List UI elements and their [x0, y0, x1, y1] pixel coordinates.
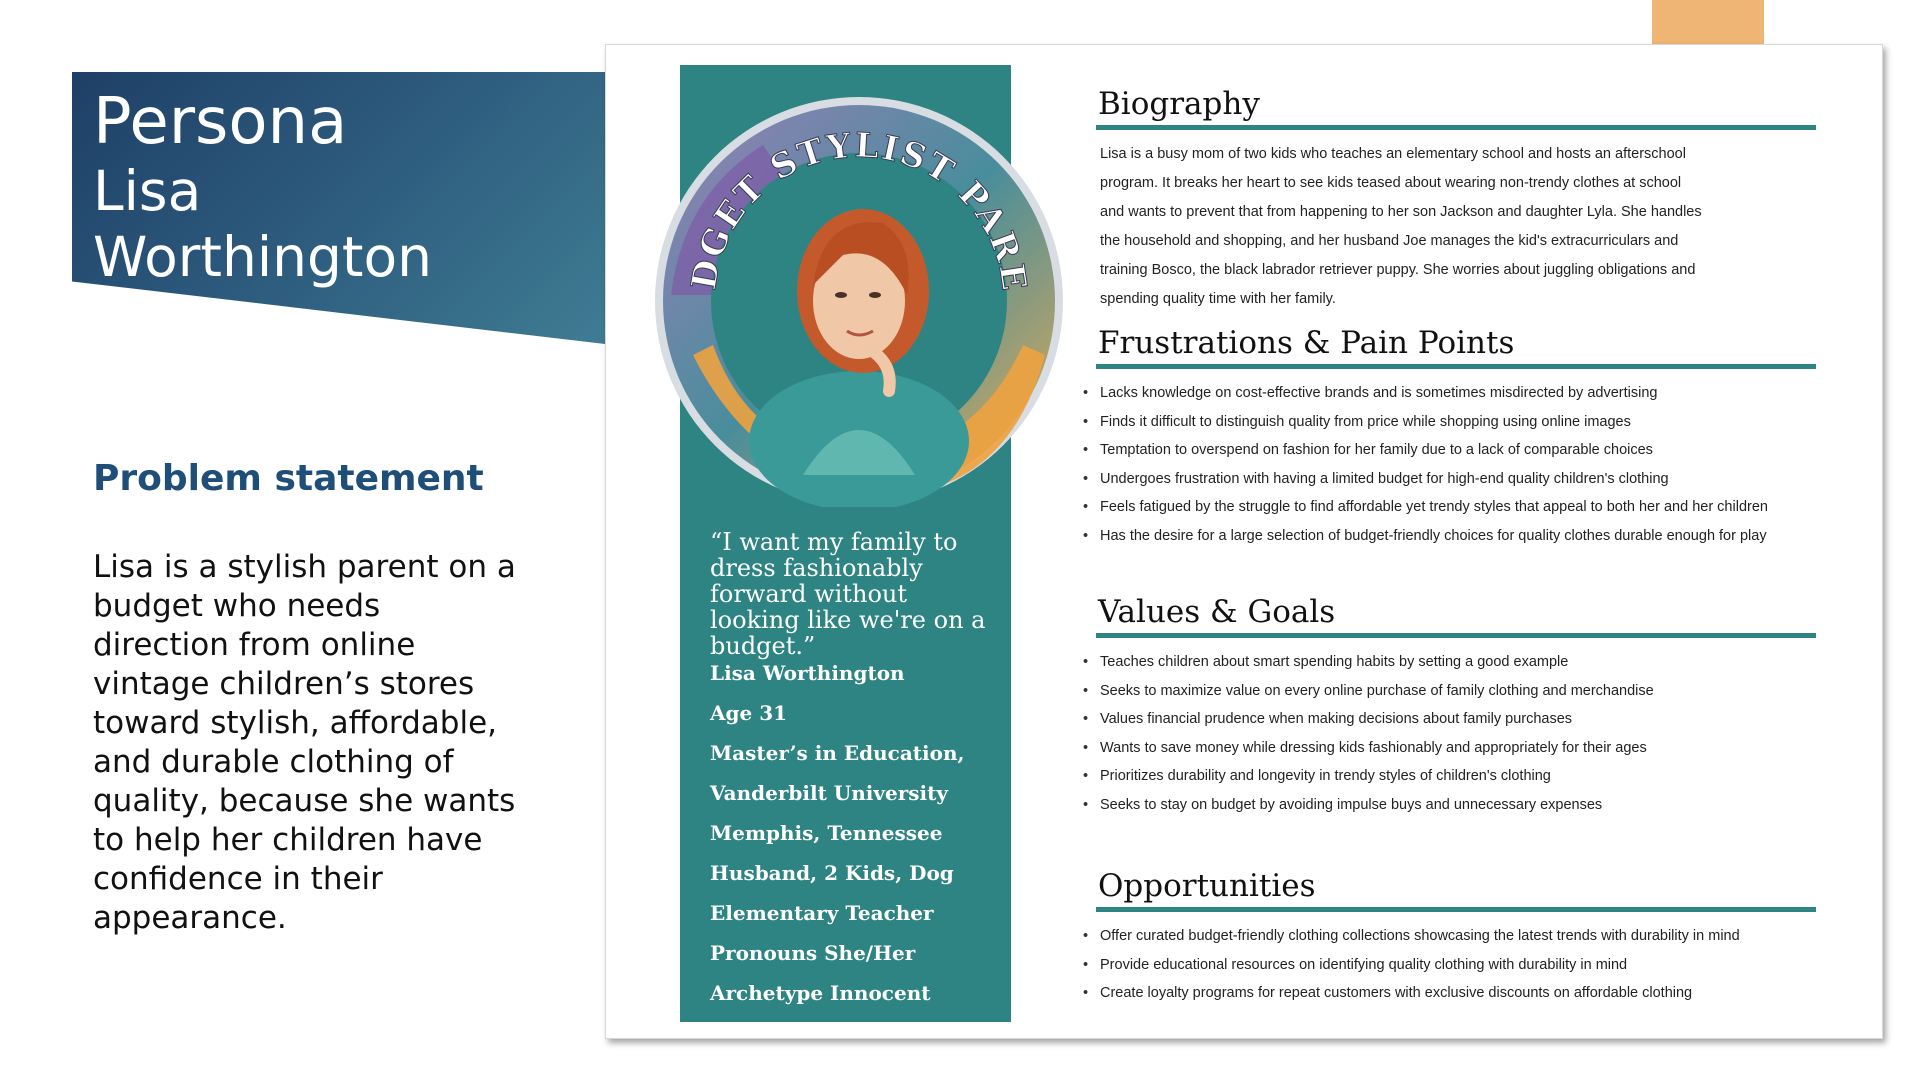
title-line-2: Lisa [93, 159, 202, 223]
list-item: • Create loyalty programs for repeat customers with exclusive discounts on affordable clothing [1096, 979, 1816, 1008]
values-list [1096, 648, 1816, 820]
values-heading: Values & Goals [1098, 594, 1336, 630]
frustrations-section [1096, 324, 1816, 551]
list-item: • Seeks to stay on budget by avoiding impulse buys and unnecessary expenses [1096, 791, 1816, 820]
problem-statement-heading: Problem statement [93, 458, 484, 499]
biography-text: Lisa is a busy mom of two kids who teaches an elementary school and hosts an afterschool program. It breaks her heart to see kids teased about wearing non-trendy clothes at school and wants to prevent that from happening to her son Jackson and daughter Lyla. She handles the household and shopping, and her husband Joe manages the kid's extracurriculars and training Bosco, the black labrador retriever puppy. She worries about juggling obligations and spending quality time with her family. [1100, 146, 1702, 307]
fact-degree: Master’s in Education, [710, 741, 965, 765]
fact-occupation: Elementary Teacher [710, 901, 934, 925]
list-item: • Teaches children about smart spending habits by setting a good example [1096, 648, 1816, 677]
list-item: • Has the desire for a large selection of budget-friendly choices for quality clothes durable enough for play [1096, 522, 1816, 551]
frustrations-rule [1096, 364, 1816, 369]
opportunities-section [1096, 867, 1816, 1008]
portrait-badge [653, 95, 1065, 507]
frustrations-heading: Frustrations & Pain Points [1098, 325, 1515, 361]
fact-location: Memphis, Tennessee [710, 821, 943, 845]
opportunities-heading: Opportunities [1098, 868, 1316, 904]
values-rule [1096, 633, 1816, 638]
fact-university: Vanderbilt University [710, 781, 948, 805]
list-item: • Temptation to overspend on fashion for her family due to a lack of comparable choices [1096, 436, 1816, 465]
list-item: • Feels fatigued by the struggle to find affordable yet trendy styles that appeal to both her and her children [1096, 493, 1816, 522]
opportunities-list [1096, 922, 1816, 1008]
opportunities-rule [1096, 907, 1816, 912]
fact-pronouns: Pronouns She/Her [710, 941, 916, 965]
fact-name: Lisa Worthington [710, 661, 905, 685]
persona-card [605, 44, 1883, 1039]
biography-rule [1096, 125, 1816, 130]
fact-age: Age 31 [710, 701, 788, 725]
badge-arc-text: DGET STYLIST PARE [683, 125, 1035, 295]
fact-archetype: Archetype Innocent [710, 981, 931, 1005]
biography-heading: Biography [1098, 86, 1260, 122]
list-item: • Prioritizes durability and longevity in trendy styles of children's clothing [1096, 762, 1816, 791]
decorative-tab [1652, 0, 1764, 44]
persona-facts [710, 653, 964, 1013]
title-line-1: Persona [93, 85, 348, 159]
list-item: • Provide educational resources on identifying quality clothing with durability in mind [1096, 951, 1816, 980]
list-item: • Undergoes frustration with having a limited budget for high-end quality children's clothing [1096, 465, 1816, 494]
title-line-3: Worthington [93, 225, 432, 289]
list-item: • Wants to save money while dressing kids fashionably and appropriately for their ages [1096, 734, 1816, 763]
list-item: • Finds it difficult to distinguish quality from price while shopping using online images [1096, 408, 1816, 437]
fact-family: Husband, 2 Kids, Dog [710, 861, 954, 885]
portrait-badge-graphic [653, 95, 1065, 507]
list-item: • Values financial prudence when making decisions about family purchases [1096, 705, 1816, 734]
persona-title [93, 86, 432, 290]
list-item: • Offer curated budget-friendly clothing collections showcasing the latest trends with durability in mind [1096, 922, 1816, 951]
problem-statement-body: Lisa is a stylish parent on a budget who needs direction from online vintage children’s stores toward stylish, affordable, and durable clothing of quality, because she wants to help her children have confidence in their appearance. [93, 549, 516, 936]
list-item: • Lacks knowledge on cost-effective brands and is sometimes misdirected by advertising [1096, 379, 1816, 408]
list-item: • Seeks to maximize value on every online purchase of family clothing and merchandise [1096, 677, 1816, 706]
frustrations-list [1096, 379, 1816, 551]
values-section [1096, 593, 1816, 820]
biography-section [1096, 85, 1816, 314]
persona-quote: “I want my family to dress fashionably forward without looking like we're on a budget.” [710, 528, 986, 660]
